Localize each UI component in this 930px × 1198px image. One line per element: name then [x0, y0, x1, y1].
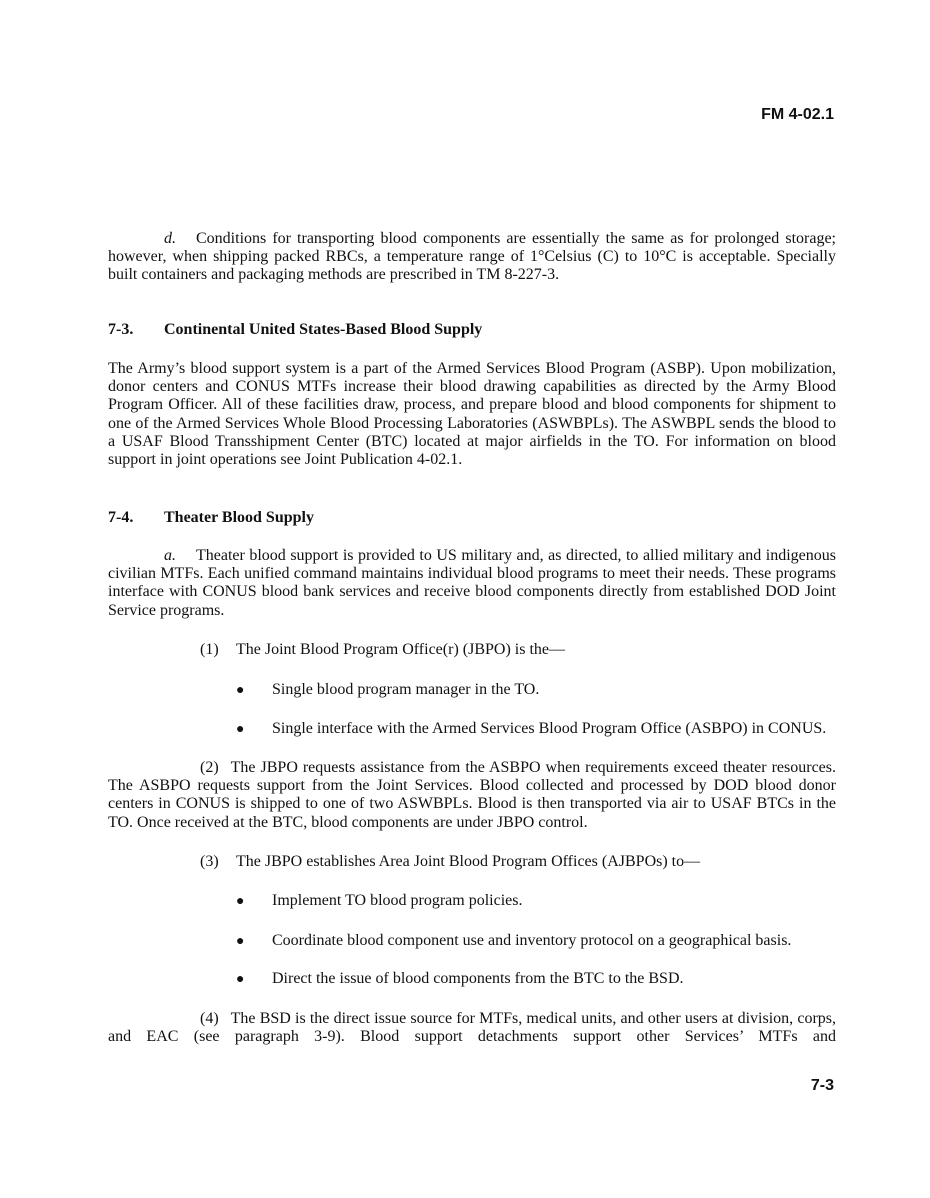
bullet-icon: ●	[236, 894, 245, 909]
item-1-bullet-text: Single blood program manager in the TO.	[272, 681, 540, 698]
item-1-label: (1)	[200, 641, 219, 658]
item-3-bullet	[236, 970, 684, 989]
paragraph-d-label: d.	[164, 230, 176, 247]
item-3	[200, 853, 700, 871]
item-1-bullet	[236, 720, 826, 739]
document-id: FM 4-02.1	[761, 106, 834, 123]
section-7-4-title: Theater Blood Supply	[164, 509, 314, 526]
section-7-3-body: The Army’s blood support system is a part of the Armed Services Blood Program (ASBP). Upon mobilization, donor centers and CONUS MTFs increase their blood drawing capabilities as directed by the Army Blood Program Officer. All of these facilities draw, process, and prepare blood and blood components for shipment to one of the Armed Services Whole Blood Processing Laboratories (ASWBPLs). The ASWBPL sends the blood to a USAF Blood Transshipment Center (BTC) located at major airfields in the TO. For information on blood support in joint operations see Joint Publication 4-02.1.	[108, 360, 836, 469]
item-1-bullet-text: Single interface with the Armed Services Blood Program Office (ASBPO) in CONUS.	[272, 720, 827, 737]
page-number: 7-3	[810, 1077, 834, 1094]
item-2-text: The JBPO requests assistance from the ASBPO when requirements exceed theater resources. The ASBPO requests support from the Joint Services. Blood collected and processed by DOD blood donor centers in CONUS is shipped to one of two ASWBPLs. Blood is then transported via air to USAF BTCs in the TO. Once received at the BTC, blood components are under JBPO control.	[108, 759, 836, 831]
item-3-bullet	[236, 892, 522, 911]
item-3-bullet-text: Coordinate blood component use and inventory protocol on a geographical basis.	[272, 932, 792, 949]
paragraph-a-label: a.	[164, 547, 176, 564]
item-2-label: (2)	[200, 759, 219, 776]
paragraph-d	[108, 230, 836, 285]
item-1-bullet	[236, 681, 539, 700]
paragraph-a-text: Theater blood support is provided to US military and, as directed, to allied military and indigenous civilian MTFs. Each unified command maintains individual blood programs to meet their needs. These programs interface with CONUS blood bank services and receive blood components directly from established DOD Joint Service programs.	[108, 547, 836, 619]
item-4-label: (4)	[200, 1010, 219, 1027]
item-4	[108, 1010, 836, 1046]
section-7-4-heading	[108, 509, 314, 527]
section-7-3-heading	[108, 321, 482, 339]
item-1-text: The Joint Blood Program Office(r) (JBPO) is the—	[236, 641, 565, 658]
bullet-icon: ●	[236, 722, 245, 737]
section-7-3-number: 7-3.	[108, 321, 134, 338]
bullet-icon: ●	[236, 972, 245, 987]
item-3-text: The JBPO establishes Area Joint Blood Program Offices (AJBPOs) to—	[236, 853, 701, 870]
bullet-icon: ●	[236, 683, 245, 698]
item-3-label: (3)	[200, 853, 219, 870]
section-7-3-title: Continental United States-Based Blood Supply	[164, 321, 483, 338]
item-2	[108, 759, 836, 832]
section-7-4-number: 7-4.	[108, 509, 134, 526]
bullet-icon: ●	[236, 934, 245, 949]
paragraph-a	[108, 547, 836, 620]
paragraph-d-text: Conditions for transporting blood components are essentially the same as for prolonged storage; however, when shipping packed RBCs, a temperature range of 1°Celsius (C) to 10°C is acceptable. Specially built containers and packaging methods are prescribed in TM 8-227-3.	[108, 230, 836, 284]
item-3-bullet-text: Direct the issue of blood components from the BTC to the BSD.	[272, 970, 684, 987]
item-3-bullet	[236, 932, 791, 951]
item-1	[200, 641, 565, 659]
item-3-bullet-text: Implement TO blood program policies.	[272, 892, 523, 909]
item-4-text: The BSD is the direct issue source for MTFs, medical units, and other users at division, corps, and EAC (see paragraph 3-9). Blood support detachments support other Services’ MTFs and	[108, 1010, 836, 1046]
